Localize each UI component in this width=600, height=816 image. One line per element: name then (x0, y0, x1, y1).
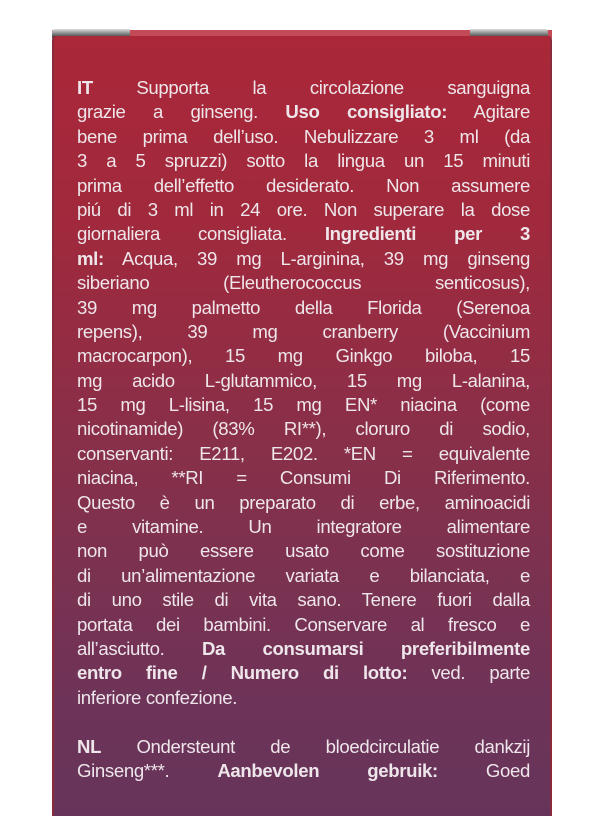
text-line (77, 344, 530, 368)
text-segment: grazie a ginseng. (77, 101, 286, 123)
text-segment: siberiano (Eleutherococcus senticosus), (77, 272, 530, 294)
text-segment: Ondersteunt de bloedcirculatie dankzij (101, 735, 530, 757)
text-line (77, 271, 530, 295)
text-line (77, 393, 530, 417)
text-segment: di uno stile di vita sano. Tenere fuori dalla (77, 589, 530, 611)
text-segment: niacina, **RI = Consumi Di Riferimento. (77, 467, 530, 489)
text-segment: bene prima dell’uso. Nebulizzare 3 ml (da (77, 125, 530, 147)
text-line (77, 466, 530, 490)
bold-text: NL (77, 735, 102, 757)
text-segment: 3 a 5 spruzzi) sotto la lingua un 15 minuti (77, 150, 530, 172)
text-segment: inferiore confezione. (77, 686, 238, 708)
text-segment: ved. parte (407, 662, 530, 684)
bold-text: Ingredienti per 3 (324, 223, 530, 245)
text-line (77, 320, 530, 344)
text-line (77, 222, 530, 246)
text-segment: Agitare (447, 101, 531, 123)
text-line (77, 125, 530, 149)
paragraph-gap (77, 710, 530, 734)
text-segment: giornaliera consigliata. (77, 223, 325, 245)
text-segment: piú di 3 ml in 24 ore. Non superare la dose (77, 198, 530, 220)
text-line (77, 296, 530, 320)
text-segment: e vitamine. Un integratore alimentare (77, 516, 530, 538)
text-line (77, 198, 530, 222)
text-segment: all’asciutto. (77, 637, 202, 659)
bold-text: IT (77, 77, 93, 98)
bold-text: Uso consigliato: (285, 101, 448, 123)
text-segment: repens), 39 mg cranberry (Vaccinium (77, 320, 530, 342)
text-segment: macrocarpon), 15 mg Ginkgo biloba, 15 (77, 345, 530, 367)
text-segment: Supporta la circolazione sanguigna (92, 77, 530, 98)
bold-text: Aanbevolen gebruik: (217, 759, 438, 781)
text-segment: portata dei bambini. Conservare al fresco e (77, 613, 530, 635)
text-segment: nicotinamide) (83% RI**), cloruro di sodio, (77, 418, 530, 440)
text-line (77, 247, 530, 271)
text-line (77, 369, 530, 393)
text-line (77, 564, 530, 588)
text-line (77, 515, 530, 539)
text-segment: Goed (437, 759, 530, 781)
text-segment: non può essere usato come sostituzione (77, 540, 530, 562)
text-line (77, 686, 530, 710)
text-segment: di un’alimentazione variata e bilanciata, e (77, 564, 530, 586)
text-line (77, 491, 530, 515)
text-line (77, 149, 530, 173)
text-line (77, 539, 530, 563)
text-line (77, 76, 530, 100)
text-line (77, 759, 530, 783)
text-line (77, 637, 530, 661)
text-line (77, 100, 530, 124)
text-segment: 39 mg palmetto della Florida (Serenoa (77, 296, 530, 318)
bold-text: entro fine / Numero di lotto: (77, 662, 408, 684)
text-line (77, 613, 530, 637)
text-line (77, 735, 530, 759)
text-segment: prima dell’effetto desiderato. Non assumere (77, 174, 530, 196)
text-line (77, 174, 530, 198)
text-line (77, 442, 530, 466)
text-segment: Questo è un preparato di erbe, aminoacidi (77, 491, 530, 513)
label-text (77, 76, 530, 783)
text-line (77, 588, 530, 612)
text-segment: Acqua, 39 mg L-arginina, 39 mg ginseng (103, 247, 530, 269)
bold-text: Da consumarsi preferibilmente (201, 637, 530, 659)
text-segment: Ginseng***. (77, 759, 218, 781)
text-segment: conservanti: E211, E202. *EN = equivalente (77, 442, 530, 464)
bold-text: ml: (77, 247, 104, 269)
text-segment: 15 mg L-lisina, 15 mg EN* niacina (come (77, 394, 530, 416)
text-line (77, 417, 530, 441)
text-segment: mg acido L-glutammico, 15 mg L-alanina, (77, 369, 530, 391)
text-line (77, 661, 530, 685)
